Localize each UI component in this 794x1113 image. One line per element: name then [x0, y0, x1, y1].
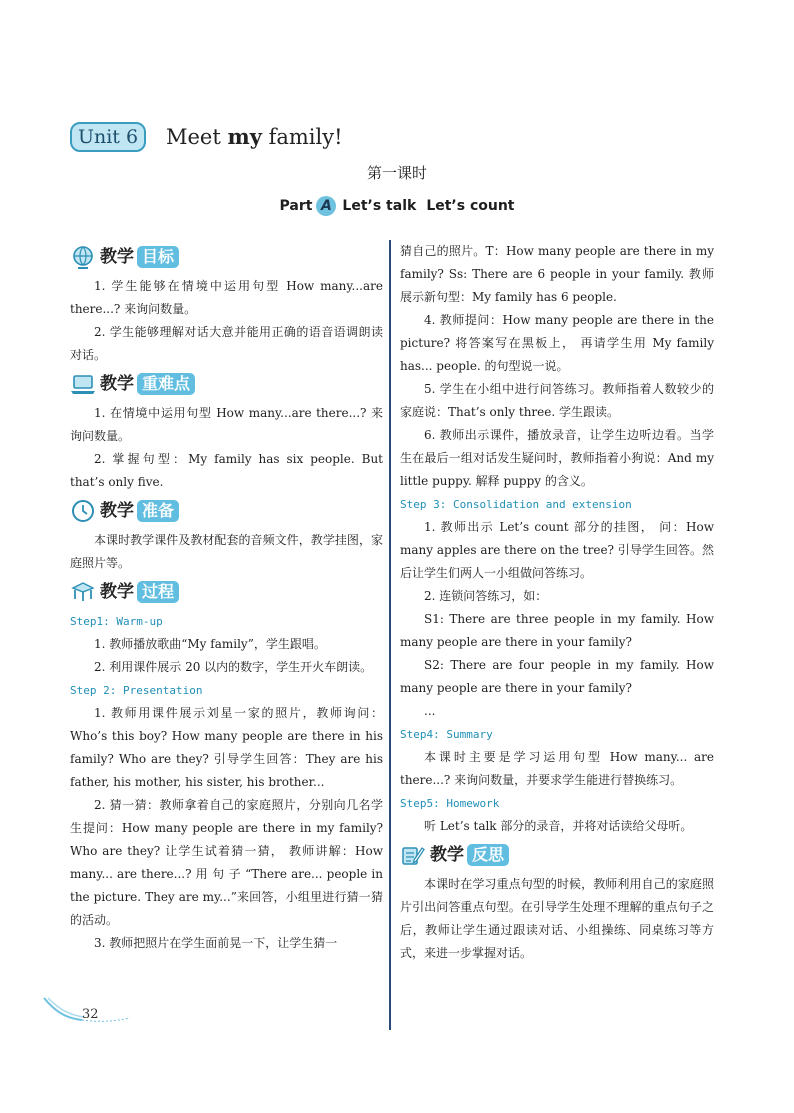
- right-column: [400, 240, 714, 965]
- goals-word: 教学: [100, 246, 134, 267]
- unit-title-post: family!: [261, 125, 343, 149]
- laptop-icon: [70, 371, 96, 397]
- step-2-item-3-cont: 猜自己的照片。T：How many people are there in my family? Ss: There are 6 people in your family. 教师展示新句型：My family has 6 people.: [400, 244, 714, 304]
- left-column: [70, 240, 383, 955]
- focus-word: 教学: [100, 373, 134, 394]
- step-2-item-3: 3. 教师把照片在学生面前晃一下，让学生猜一: [94, 936, 338, 950]
- unit-badge: Unit 6: [70, 122, 146, 152]
- unit-title-pre: Meet: [166, 125, 228, 149]
- reflect-word: 教学: [430, 844, 464, 865]
- step-3-item-1: 1. 教师出示 Let’s count 部分的挂图， 问：How many apples are there on the tree? 引导学生回答。然后让学生们两人一小组做问答练习。: [400, 520, 714, 580]
- goal-item-1: 1. 学生能够在情境中运用句型 How many...are there...? 来询问数量。: [70, 279, 383, 316]
- page-number: 32: [82, 1007, 99, 1022]
- unit-title-bold: my: [227, 124, 262, 149]
- step-4-item-1: 本课时主要是学习运用句型 How many... are there...? 来询问数量，并要求学生能进行替换练习。: [400, 750, 714, 787]
- prep-item-1: 本课时教学课件及教材配套的音频文件，教学挂图，家庭照片等。: [70, 533, 383, 570]
- notepad-pencil-icon: [400, 842, 426, 868]
- focus-item-2: 2. 掌握句型：My family has six people. But that’s only five.: [70, 452, 383, 489]
- step-3-dialog-2: S2: There are four people in my family. How many people are there in your family?: [400, 658, 714, 695]
- part-heading: [0, 196, 794, 216]
- clock-icon: [70, 498, 96, 524]
- step-3-item-2: 2. 连锁问答练习，如：: [424, 589, 548, 603]
- part-item-talk: Let’s talk: [342, 198, 417, 214]
- step-2-item-1: 1. 教师用课件展示刘星一家的照片，教师询问：Who’s this boy? How many people are there in his family? Who are they? 引导学生回答：They are his father, his mother, his sister, his brother...: [70, 706, 383, 789]
- step-5-item-1: 听 Let’s talk 部分的录音，并将对话读给父母听。: [424, 819, 693, 833]
- prep-heading: [70, 496, 383, 526]
- prep-word: 教学: [100, 500, 134, 521]
- prep-tag: 准备: [137, 500, 179, 522]
- step-2-item-5: 5. 学生在小组中进行问答练习。教师指着人数较少的家庭说：That’s only three. 学生跟读。: [400, 382, 714, 419]
- step-5-heading: Step5: Homework: [400, 797, 500, 810]
- reflect-heading: [400, 840, 714, 870]
- part-item-count: Let’s count: [426, 198, 515, 214]
- unit-title: [166, 124, 343, 149]
- step-1-item-1: 1. 教师播放歌曲“My family”，学生跟唱。: [94, 637, 326, 651]
- lesson-title: 第一课时: [366, 164, 427, 182]
- process-heading: [70, 577, 383, 607]
- step-4-heading: Step4: Summary: [400, 728, 493, 741]
- globe-icon: [70, 244, 96, 270]
- step-2-heading: Step 2: Presentation: [70, 684, 203, 697]
- step-1-heading: Step1: Warm-up: [70, 615, 163, 628]
- process-word: 教学: [100, 581, 134, 602]
- step-2-item-4: 4. 教师提问：How many people are there in the picture? 将答案写在黑板上， 再请学生用 My family has... people. 的句型说一说。: [400, 313, 714, 373]
- step-1-item-2: 2. 利用课件展示 20 以内的数字，学生开火车朗读。: [94, 660, 373, 674]
- step-2-item-2: 2. 猜一猜：教师拿着自己的家庭照片，分别向几名学生提问：How many people are there in my family? Who are they? 让学生试着猜一猜， 教师讲解：How many... are there...? 用 句 子 “There are... people in the picture. They are my...”来回答，小组里进行猜一猜的活动。: [70, 798, 383, 927]
- reflect-tag: 反思: [467, 844, 509, 866]
- desk-icon: [70, 579, 96, 605]
- goals-tag: 目标: [137, 246, 179, 268]
- step-3-heading: Step 3: Consolidation and extension: [400, 498, 632, 511]
- column-divider: [389, 240, 391, 1030]
- step-2-item-6: 6. 教师出示课件，播放录音，让学生边听边看。当学生在最后一组对话发生疑问时，教师指着小狗说：And my little puppy. 解释 puppy 的含义。: [400, 428, 714, 488]
- step-3-ellipsis: ...: [424, 704, 436, 718]
- focus-item-1: 1. 在情境中运用句型 How many...are there...? 来询问数量。: [70, 406, 383, 443]
- reflect-item-1: 本课时在学习重点句型的时候，教师利用自己的家庭照片引出问答重点句型。在引导学生处理不理解的重点句子之后，教师让学生通过跟读对话、小组操练、同桌练习等方式，来进一步掌握对话。: [400, 877, 714, 960]
- focus-tag: 重难点: [137, 373, 195, 395]
- focus-heading: [70, 369, 383, 399]
- step-3-dialog-1: S1: There are three people in my family. How many people are there in your family?: [400, 612, 714, 649]
- goals-heading: [70, 242, 383, 272]
- part-letter-badge: A: [316, 196, 336, 216]
- goal-item-2: 2. 学生能够理解对话大意并能用正确的语音语调朗读对话。: [70, 325, 383, 362]
- process-tag: 过程: [137, 581, 179, 603]
- part-label: Part: [279, 198, 313, 214]
